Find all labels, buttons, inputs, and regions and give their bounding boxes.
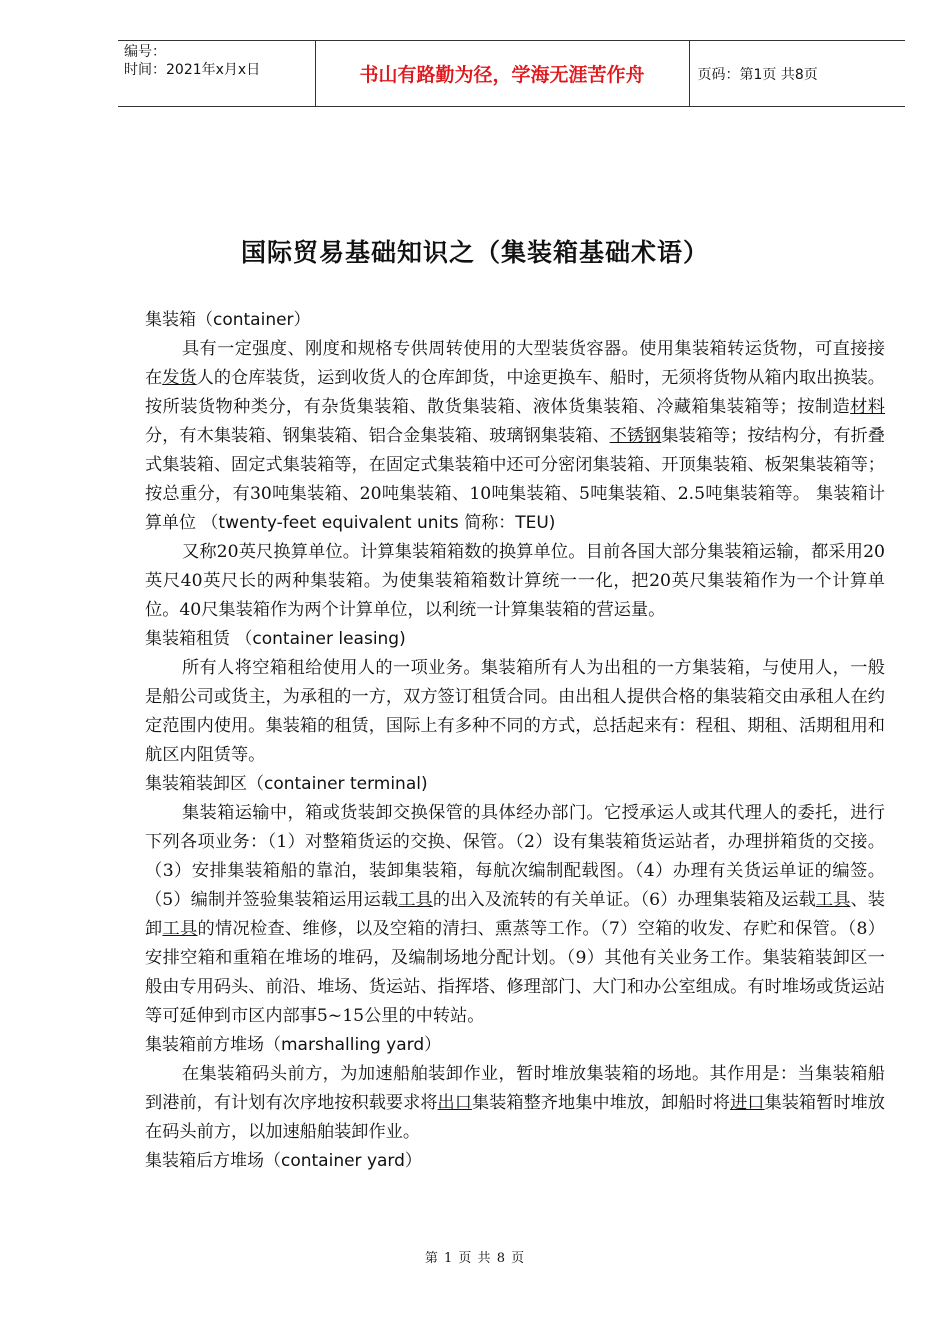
link-buxiugang[interactable]: 不锈钢 — [609, 426, 662, 446]
link-gongju-3[interactable]: 工具 — [162, 919, 198, 939]
paragraph-teu: 又称20英尺换算单位。计算集装箱箱数的换算单位。目前各国大部分集装箱运输，都采用20英尺40英尺长的两种集装箱。为使集装箱箱数计算统一一化，把20英尺集装箱作为一个计算单位。40尺集装箱作为两个计算单位，以利统一计算集装箱的营运量。 — [145, 542, 885, 620]
header-table — [118, 40, 905, 107]
term-heading-marshalling: 集装箱前方堆场（marshalling yard） — [145, 1035, 442, 1055]
term-heading-terminal: 集装箱装卸区（container terminal) — [145, 774, 428, 794]
link-fahuo[interactable]: 发货 — [162, 368, 197, 388]
paragraph-leasing: 所有人将空箱租给使用人的一项业务。集装箱所有人为出租的一方集装箱，与使用人，一般是船公司或货主，为承租的一方，双方签订租赁合同。由出租人提供合格的集装箱交由承租人在约定范围内使用。集装箱的租赁，国际上有多种不同的方式，总括起来有：程租、期租、活期租用和航区内阻赁等。 — [145, 658, 885, 765]
link-chukou[interactable]: 出口 — [437, 1093, 472, 1113]
number-label: 编号： — [124, 44, 166, 60]
link-gongju-2[interactable]: 工具 — [815, 890, 851, 910]
term-heading-yard: 集装箱后方堆场（container yard） — [145, 1151, 422, 1171]
page-label: 页码：第1页 共8页 — [689, 41, 905, 107]
term-heading-leasing: 集装箱租赁 （container leasing) — [145, 629, 406, 649]
motto: 书山有路勤为径，学海无涯苦作舟 — [359, 64, 645, 86]
time-label: 时间：2021年x月x日 — [124, 62, 261, 78]
link-jinkou[interactable]: 进口 — [730, 1093, 765, 1113]
term-heading-teu: 集装箱计算单位 （twenty-feet equivalent units 简称：TEU) — [145, 484, 886, 533]
paragraph-container: 具有一定强度、刚度和规格专供周转使用的大型装货容器。使用集装箱转运货物，可直接接在发货人的仓库装货，运到收货人的仓库卸货，中途更换车、船时，无须将货物从箱内取出换装。按所装货物种类分，有杂货集装箱、散货集装箱、液体货集装箱、冷藏箱集装箱等；按制造材料分，有木集装箱、钢集装箱、铝合金集装箱、玻璃钢集装箱、不锈钢集装箱等；按结构分，有折叠式集装箱、固定式集装箱等，在固定式集装箱中还可分密闭集装箱、开顶集装箱、板架集装箱等；按总重分，有30吨集装箱、20吨集装箱、10吨集装箱、5吨集装箱、2.5吨集装箱等。 集装箱计算单位 （twenty-feet equivalent units 简称：TEU) — [145, 339, 886, 533]
paragraph-terminal: 集装箱运输中，箱或货装卸交换保管的具体经办部门。它授承运人或其代理人的委托，进行下列各项业务：（1）对整箱货运的交换、保管。（2）设有集装箱货运站者，办理拼箱货的交接。（3）安排集装箱船的靠泊，装卸集装箱，每航次编制配载图。（4）办理有关货运单证的编签。（5）编制并签验集装箱运用运载工具的出入及流转的有关单证。（6）办理集装箱及运载工具、装卸工具的情况检查、维修，以及空箱的清扫、熏蒸等工作。（7）空箱的收发、存贮和保管。（8）安排空箱和重箱在堆场的堆码，及编制场地分配计划。（9）其他有关业务工作。集装箱装卸区一般由专用码头、前沿、堆场、货运站、指挥塔、修理部门、大门和办公室组成。有时堆场或货运站等可延伸到市区内部事5~15公里的中转站。 — [145, 803, 885, 1026]
link-gongju-1[interactable]: 工具 — [398, 890, 433, 910]
document-title: 国际贸易基础知识之（集装箱基础术语） — [240, 238, 709, 267]
term-heading-container: 集装箱（container） — [145, 310, 311, 330]
header-meta-cell — [118, 41, 315, 107]
page-footer: 第 1 页 共 8 页 — [424, 1251, 526, 1266]
document-body — [145, 306, 885, 1176]
header-motto-cell — [315, 41, 689, 107]
paragraph-marshalling: 在集装箱码头前方，为加速船舶装卸作业，暂时堆放集装箱的场地。其作用是：当集装箱船到港前，有计划有次序地按积载要求将出口集装箱整齐地集中堆放，卸船时将进口集装箱暂时堆放在码头前方，以加速船舶装卸作业。 — [145, 1064, 885, 1142]
link-cailiao[interactable]: 材料 — [850, 397, 885, 417]
